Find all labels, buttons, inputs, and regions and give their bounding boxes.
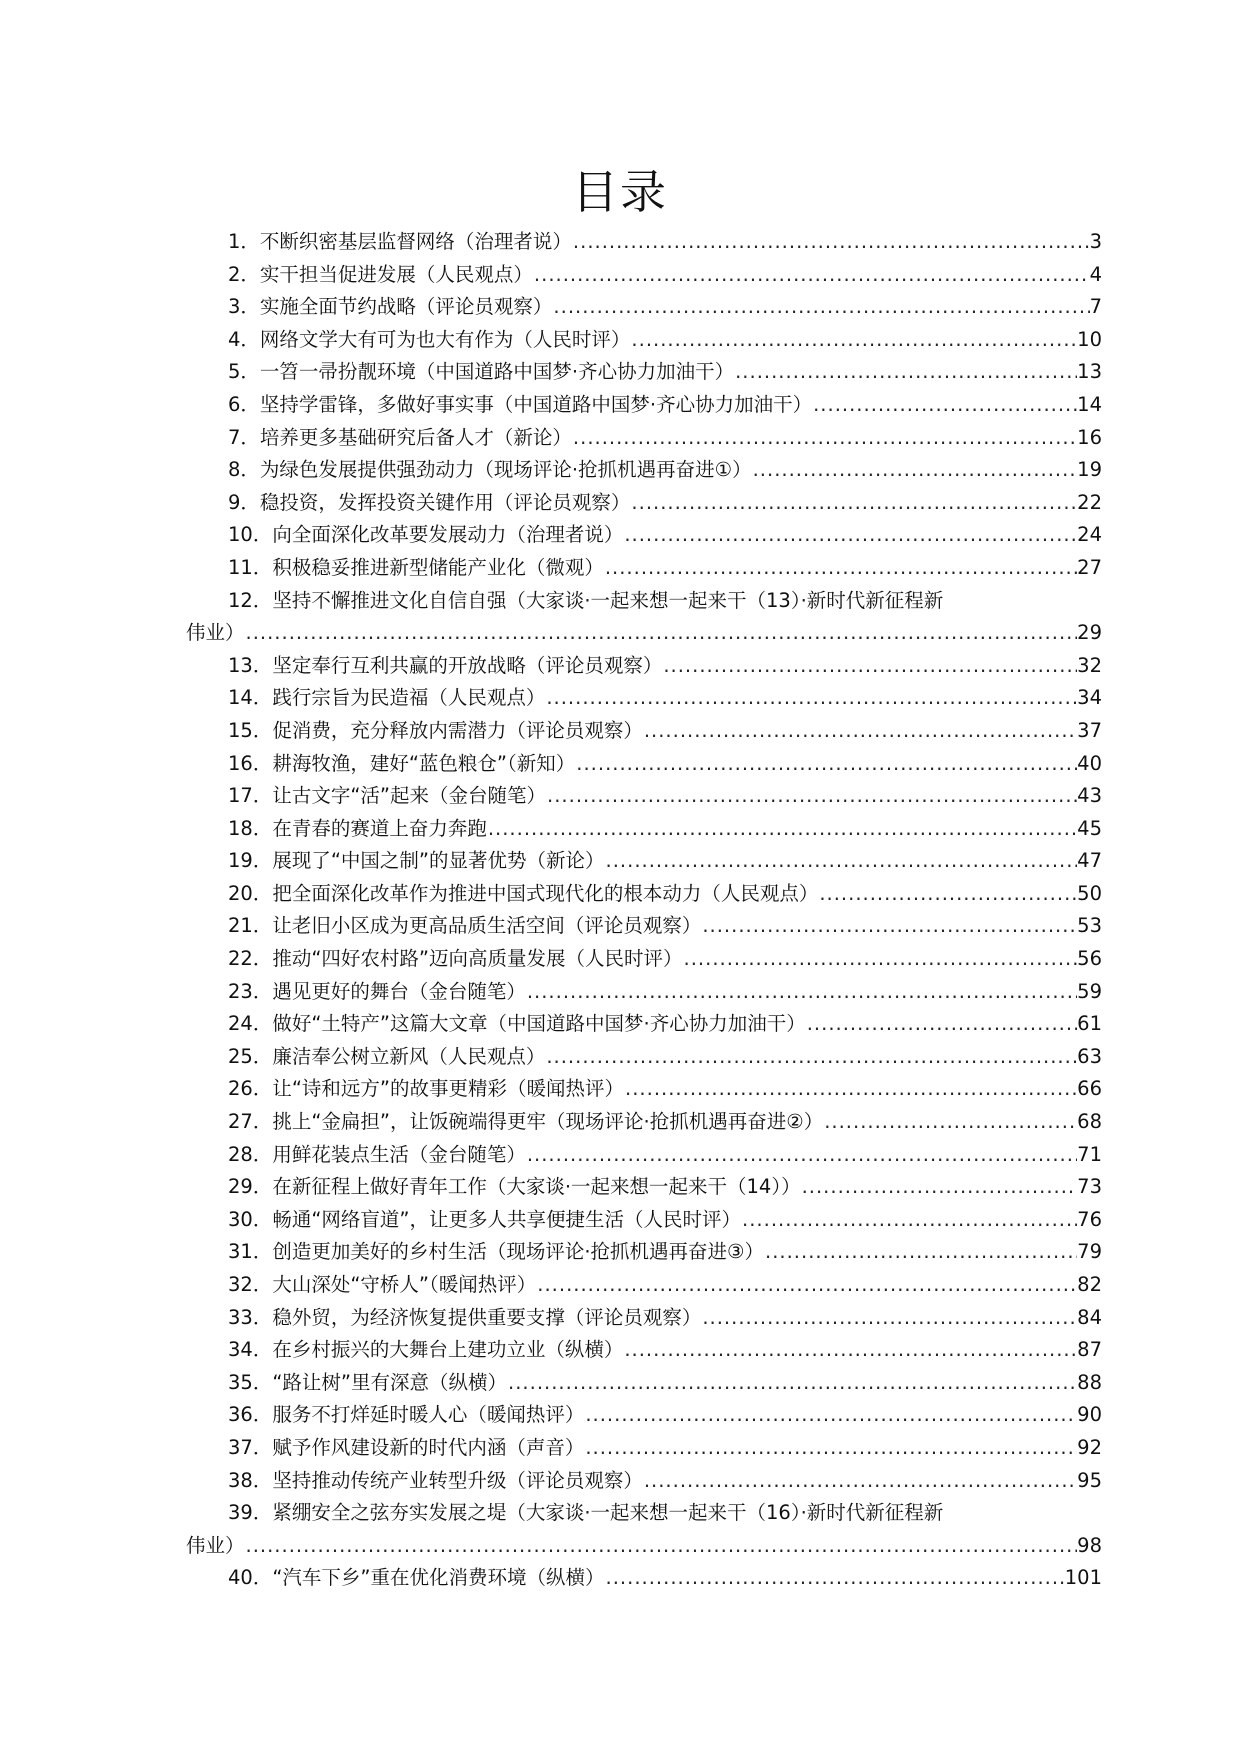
dot-leader xyxy=(245,1530,1078,1563)
toc-entry[interactable] xyxy=(186,780,1102,813)
toc-entry[interactable] xyxy=(186,1204,1102,1237)
toc-entry-text: 33．稳外贸，为经济恢复提供重要支撑（评论员观察） xyxy=(228,1305,702,1329)
toc-entry[interactable] xyxy=(186,1334,1102,1367)
toc-entry-text: 17．让古文字“活”起来（金台随笔） xyxy=(228,784,547,808)
toc-entry-text[interactable]: 39．紧绷安全之弦夯实发展之堤（大家谈·一起来想一起来干（16）·新时代新征程新 xyxy=(228,1501,944,1525)
toc-entry[interactable] xyxy=(186,617,1102,650)
toc-entry-text: 9．稳投资，发挥投资关键作用（评论员观察） xyxy=(228,490,631,514)
toc-entry-text: 23．遇见更好的舞台（金台随笔） xyxy=(228,979,526,1003)
dot-leader xyxy=(662,650,1077,683)
dot-leader xyxy=(487,813,1077,846)
toc-entry-text: 40．“汽车下乡”重在优化消费环境（纵横） xyxy=(228,1566,605,1590)
dot-leader xyxy=(701,910,1077,943)
toc-entry[interactable] xyxy=(186,1073,1102,1106)
toc-entry[interactable] xyxy=(186,1399,1102,1432)
dot-leader xyxy=(630,324,1077,357)
toc-page-number: 34 xyxy=(1077,686,1102,710)
dot-leader xyxy=(734,356,1077,389)
toc-entry-text: 20．把全面深化改革作为推进中国式现代化的根本动力（人民观点） xyxy=(228,881,819,905)
toc-page-number: 66 xyxy=(1077,1077,1102,1101)
toc-page-number: 98 xyxy=(1077,1533,1102,1557)
toc-entry[interactable] xyxy=(186,1530,1102,1563)
toc-entry-text: 35．“路让树”里有深意（纵横） xyxy=(228,1370,508,1394)
toc-page-number: 92 xyxy=(1077,1435,1102,1459)
toc-entry[interactable] xyxy=(186,748,1102,781)
toc-page-number: 76 xyxy=(1077,1207,1102,1231)
toc-page-number: 27 xyxy=(1077,555,1102,579)
toc-entry[interactable] xyxy=(186,1008,1102,1041)
dot-leader xyxy=(552,291,1089,324)
toc-page-number: 7 xyxy=(1089,295,1102,319)
toc-entry-text: 11．积极稳妥推进新型储能产业化（微观） xyxy=(228,555,604,579)
toc-entry-text: 2．实干担当促进发展（人民观点） xyxy=(228,262,533,286)
dot-leader xyxy=(623,1334,1077,1367)
toc-entry[interactable] xyxy=(186,943,1102,976)
toc-page-number: 3 xyxy=(1089,230,1102,253)
toc-entry-text: 1．不断织密基层监督网络（治理者说） xyxy=(228,230,572,253)
toc-page-number: 90 xyxy=(1077,1403,1102,1427)
dot-leader xyxy=(812,389,1077,422)
toc-page-number: 50 xyxy=(1077,881,1102,905)
toc-page-number: 43 xyxy=(1077,784,1102,808)
toc-entry[interactable] xyxy=(186,487,1102,520)
toc-entry[interactable] xyxy=(186,1041,1102,1074)
toc-entry-text: 8．为绿色发展提供强劲动力（现场评论·抢抓机遇再奋进①） xyxy=(228,458,752,482)
toc-entry[interactable] xyxy=(186,519,1102,552)
toc-entry-text: 26．让“诗和远方”的故事更精彩（暖闻热评） xyxy=(228,1077,625,1101)
toc-entry[interactable] xyxy=(186,291,1102,324)
toc-page-number: 82 xyxy=(1077,1273,1102,1296)
dot-leader xyxy=(572,422,1077,455)
toc-entry[interactable] xyxy=(186,1269,1102,1302)
dot-leader xyxy=(701,1302,1077,1335)
toc-entry-text: 18．在青春的赛道上奋力奔跑 xyxy=(228,816,487,840)
toc-page-number: 32 xyxy=(1077,653,1102,677)
toc-page-number: 87 xyxy=(1077,1338,1102,1362)
toc-entry[interactable] xyxy=(186,1171,1102,1204)
dot-leader xyxy=(507,1367,1077,1400)
dot-leader xyxy=(818,878,1077,911)
toc-entry[interactable] xyxy=(186,1465,1102,1498)
toc-entry-text: 22．推动“四好农村路”迈向高质量发展（人民时评） xyxy=(228,947,683,971)
dot-leader xyxy=(752,454,1078,487)
dot-leader xyxy=(801,1171,1078,1204)
dot-leader xyxy=(584,1399,1077,1432)
toc-entry[interactable] xyxy=(186,422,1102,455)
dot-leader xyxy=(536,1269,1077,1302)
toc-entry[interactable] xyxy=(186,389,1102,422)
dot-leader xyxy=(572,226,1090,259)
toc-entry[interactable] xyxy=(186,715,1102,748)
toc-page-number: 63 xyxy=(1077,1044,1102,1068)
page-title: 目录 xyxy=(572,165,668,219)
toc-page-number: 56 xyxy=(1077,947,1102,971)
toc-entry-text: 27．挑上“金扁担”，让饭碗端得更牢（现场评论·抢抓机遇再奋进②） xyxy=(228,1110,824,1134)
toc-entry-text: 14．践行宗旨为民造福（人民观点） xyxy=(228,686,546,710)
toc-entry-text: 19．展现了“中国之制”的显著优势（新论） xyxy=(228,849,605,873)
toc-entry-text: 5．一笤一帚扮靓环境（中国道路中国梦·齐心协力加油干） xyxy=(228,360,735,384)
dot-leader xyxy=(604,552,1077,585)
toc-page-number: 19 xyxy=(1077,458,1102,482)
table-of-contents xyxy=(186,226,1102,1595)
toc-entry-text: 16．耕海牧渔，建好“蓝色粮仓”（新知） xyxy=(228,751,576,775)
toc-entry-text: 4．网络文学大有可为也大有作为（人民时评） xyxy=(228,327,631,351)
toc-entry[interactable] xyxy=(186,910,1102,943)
toc-page-number: 73 xyxy=(1077,1175,1102,1199)
toc-page-number: 79 xyxy=(1077,1240,1102,1264)
dot-leader xyxy=(546,780,1077,813)
toc-entry-text: 13．坚定奉行互利共赢的开放战略（评论员观察） xyxy=(228,653,663,677)
toc-entry[interactable] xyxy=(186,813,1102,846)
toc-entry-text: 38．坚持推动传统产业转型升级（评论员观察） xyxy=(228,1468,643,1492)
toc-entry-text: 15．促消费，充分释放内需潜力（评论员观察） xyxy=(228,718,643,742)
toc-page-number: 47 xyxy=(1077,849,1102,873)
toc-entry[interactable] xyxy=(186,1139,1102,1172)
toc-entry-text: 29．在新征程上做好青年工作（大家谈·一起来想一起来干（14）） xyxy=(228,1175,801,1199)
dot-leader xyxy=(245,617,1078,650)
toc-entry[interactable] xyxy=(186,1236,1102,1269)
toc-page-number: 14 xyxy=(1077,392,1102,416)
dot-leader xyxy=(533,259,1090,292)
toc-page-number: 24 xyxy=(1077,523,1102,547)
dot-leader xyxy=(643,715,1077,748)
toc-entry-text[interactable]: 12．坚持不懈推进文化自信自强（大家谈·一起来想一起来干（13）·新时代新征程新 xyxy=(228,588,944,612)
dot-leader xyxy=(643,1465,1077,1498)
toc-entry[interactable] xyxy=(186,1432,1102,1465)
toc-entry[interactable] xyxy=(186,845,1102,878)
toc-page-number: 45 xyxy=(1077,816,1102,840)
toc-page-number: 88 xyxy=(1077,1370,1102,1394)
toc-entry[interactable] xyxy=(186,259,1102,292)
toc-entry-text: 34．在乡村振兴的大舞台上建功立业（纵横） xyxy=(228,1338,624,1362)
toc-entry-text: 21．让老旧小区成为更高品质生活空间（评论员观察） xyxy=(228,914,702,938)
toc-page-number: 29 xyxy=(1077,621,1102,645)
toc-entry[interactable] xyxy=(186,878,1102,911)
toc-entry-text: 30．畅通“网络盲道”，让更多人共享便捷生活（人民时评） xyxy=(228,1207,742,1231)
dot-leader xyxy=(823,1106,1077,1139)
toc-entry-text: 36．服务不打烊延时暖人心（暖闻热评） xyxy=(228,1403,585,1427)
dot-leader xyxy=(764,1236,1077,1269)
toc-page-number: 16 xyxy=(1077,425,1102,449)
dot-leader xyxy=(545,1041,1077,1074)
toc-entry[interactable] xyxy=(186,1106,1102,1139)
toc-entry-text: 32．大山深处“守桥人”（暖闻热评） xyxy=(228,1273,537,1296)
toc-page-number: 4 xyxy=(1089,262,1102,286)
toc-entry[interactable] xyxy=(186,356,1102,389)
toc-entry-text: 24．做好“土特产”这篇大文章（中国道路中国梦·齐心协力加油干） xyxy=(228,1012,806,1036)
dot-leader xyxy=(526,976,1077,1009)
toc-entry[interactable] xyxy=(186,454,1102,487)
dot-leader xyxy=(526,1139,1077,1172)
toc-entry[interactable] xyxy=(186,1302,1102,1335)
toc-page-number: 84 xyxy=(1077,1305,1102,1329)
dot-leader xyxy=(741,1204,1077,1237)
toc-entry-text: 3．实施全面节约战略（评论员观察） xyxy=(228,295,553,319)
toc-page-number: 40 xyxy=(1077,751,1102,775)
toc-entry-text: 28．用鲜花装点生活（金台随笔） xyxy=(228,1142,526,1166)
toc-entry-text-cont: 伟业） xyxy=(186,621,245,645)
toc-page-number: 71 xyxy=(1077,1142,1102,1166)
toc-page-number: 22 xyxy=(1077,490,1102,514)
dot-leader xyxy=(806,1008,1077,1041)
dot-leader xyxy=(575,748,1077,781)
toc-entry-text: 31．创造更加美好的乡村生活（现场评论·抢抓机遇再奋进③） xyxy=(228,1240,764,1264)
toc-page-number: 37 xyxy=(1077,718,1102,742)
toc-entry-text: 6．坚持学雷锋，多做好事实事（中国道路中国梦·齐心协力加油干） xyxy=(228,392,813,416)
toc-entry[interactable] xyxy=(186,324,1102,357)
toc-entry[interactable] xyxy=(186,650,1102,683)
toc-page-number: 61 xyxy=(1077,1012,1102,1036)
toc-page-number: 101 xyxy=(1064,1566,1102,1590)
toc-page-number: 59 xyxy=(1077,979,1102,1003)
dot-leader xyxy=(623,519,1077,552)
toc-page-number: 10 xyxy=(1077,327,1102,351)
dot-leader xyxy=(605,1562,1065,1595)
toc-entry[interactable] xyxy=(186,682,1102,715)
toc-page-number: 95 xyxy=(1077,1468,1102,1492)
toc-entry-text: 10．向全面深化改革要发展动力（治理者说） xyxy=(228,523,624,547)
toc-page-number: 68 xyxy=(1077,1110,1102,1134)
toc-entry-text: 25．廉洁奉公树立新风（人民观点） xyxy=(228,1044,546,1068)
toc-entry[interactable] xyxy=(186,226,1102,259)
toc-entry[interactable] xyxy=(186,1367,1102,1400)
toc-page-number: 53 xyxy=(1077,914,1102,938)
toc-entry-text: 37．赋予作风建设新的时代内涵（声音） xyxy=(228,1435,585,1459)
toc-page-number: 13 xyxy=(1077,360,1102,384)
dot-leader xyxy=(683,943,1078,976)
toc-entry-text: 7．培养更多基础研究后备人才（新论） xyxy=(228,425,572,449)
toc-entry[interactable] xyxy=(186,1562,1102,1595)
toc-entry[interactable] xyxy=(186,552,1102,585)
toc-entry-text-cont: 伟业） xyxy=(186,1533,245,1557)
dot-leader xyxy=(584,1432,1077,1465)
dot-leader xyxy=(545,682,1077,715)
toc-entry[interactable] xyxy=(186,976,1102,1009)
dot-leader xyxy=(605,845,1078,878)
dot-leader xyxy=(630,487,1077,520)
dot-leader xyxy=(624,1073,1077,1106)
